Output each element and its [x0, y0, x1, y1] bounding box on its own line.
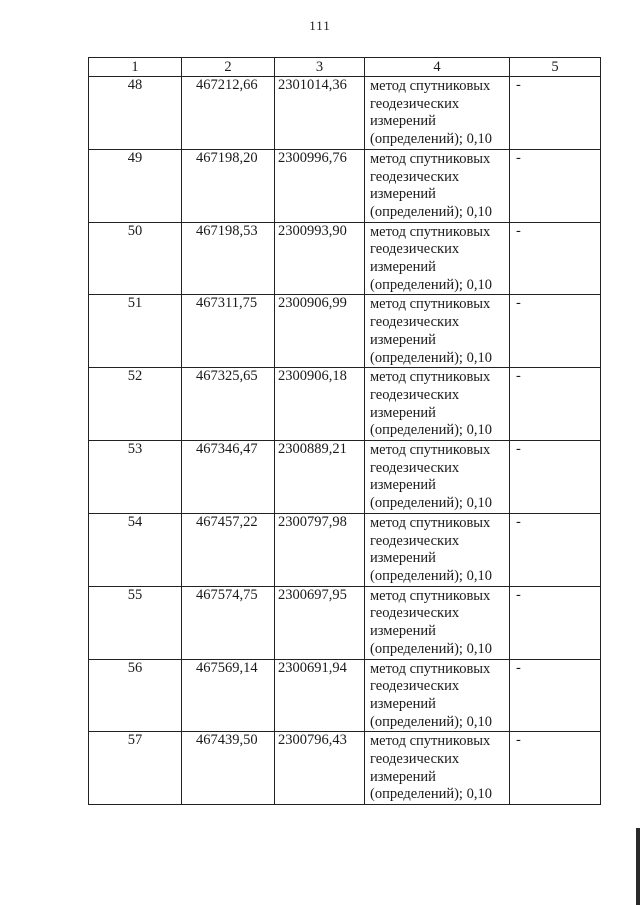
point-number-cell: 57 [89, 732, 182, 805]
point-number-cell: 56 [89, 659, 182, 732]
note-cell: - [510, 586, 601, 659]
method-cell: метод спутниковых геодезических измерений (определений); 0,10 [365, 295, 510, 368]
point-number-cell: 51 [89, 295, 182, 368]
y-coordinate-cell: 2300993,90 [275, 222, 365, 295]
point-number-cell: 54 [89, 513, 182, 586]
method-cell: метод спутниковых геодезических измерений (определений); 0,10 [365, 368, 510, 441]
note-cell: - [510, 732, 601, 805]
method-cell: метод спутниковых геодезических измерений (определений); 0,10 [365, 659, 510, 732]
x-coordinate-cell: 467574,75 [182, 586, 275, 659]
x-coordinate-cell: 467346,47 [182, 441, 275, 514]
point-number-cell: 48 [89, 77, 182, 150]
note-cell: - [510, 441, 601, 514]
point-number-cell: 55 [89, 586, 182, 659]
y-coordinate-cell: 2300996,76 [275, 149, 365, 222]
point-number-cell: 50 [89, 222, 182, 295]
table-row [89, 368, 601, 441]
note-cell: - [510, 77, 601, 150]
table-row [89, 149, 601, 222]
table-row [89, 513, 601, 586]
x-coordinate-cell: 467212,66 [182, 77, 275, 150]
y-coordinate-cell: 2300906,18 [275, 368, 365, 441]
y-coordinate-cell: 2300796,43 [275, 732, 365, 805]
point-number-cell: 53 [89, 441, 182, 514]
table-row [89, 586, 601, 659]
method-cell: метод спутниковых геодезических измерений (определений); 0,10 [365, 222, 510, 295]
note-cell: - [510, 295, 601, 368]
header-col-3: 3 [275, 58, 365, 77]
x-coordinate-cell: 467198,53 [182, 222, 275, 295]
point-number-cell: 49 [89, 149, 182, 222]
x-coordinate-cell: 467198,20 [182, 149, 275, 222]
method-cell: метод спутниковых геодезических измерений (определений); 0,10 [365, 513, 510, 586]
y-coordinate-cell: 2301014,36 [275, 77, 365, 150]
table-row [89, 441, 601, 514]
header-row [89, 58, 601, 77]
y-coordinate-cell: 2300889,21 [275, 441, 365, 514]
method-cell: метод спутниковых геодезических измерений (определений); 0,10 [365, 586, 510, 659]
y-coordinate-cell: 2300697,95 [275, 586, 365, 659]
x-coordinate-cell: 467569,14 [182, 659, 275, 732]
table-row [89, 732, 601, 805]
table-row [89, 659, 601, 732]
x-coordinate-cell: 467311,75 [182, 295, 275, 368]
table-header [89, 58, 601, 77]
y-coordinate-cell: 2300797,98 [275, 513, 365, 586]
header-col-2: 2 [182, 58, 275, 77]
header-col-4: 4 [365, 58, 510, 77]
table-row [89, 222, 601, 295]
page-number: 111 [309, 18, 331, 33]
y-coordinate-cell: 2300691,94 [275, 659, 365, 732]
note-cell: - [510, 222, 601, 295]
method-cell: метод спутниковых геодезических измерений (определений); 0,10 [365, 77, 510, 150]
note-cell: - [510, 149, 601, 222]
method-cell: метод спутниковых геодезических измерений (определений); 0,10 [365, 149, 510, 222]
note-cell: - [510, 513, 601, 586]
method-cell: метод спутниковых геодезических измерений (определений); 0,10 [365, 732, 510, 805]
coordinates-table [88, 57, 601, 805]
table-row [89, 77, 601, 150]
x-coordinate-cell: 467439,50 [182, 732, 275, 805]
header-col-1: 1 [89, 58, 182, 77]
table-row [89, 295, 601, 368]
note-cell: - [510, 659, 601, 732]
x-coordinate-cell: 467457,22 [182, 513, 275, 586]
header-col-5: 5 [510, 58, 601, 77]
x-coordinate-cell: 467325,65 [182, 368, 275, 441]
table-body [89, 77, 601, 805]
y-coordinate-cell: 2300906,99 [275, 295, 365, 368]
note-cell: - [510, 368, 601, 441]
point-number-cell: 52 [89, 368, 182, 441]
method-cell: метод спутниковых геодезических измерений (определений); 0,10 [365, 441, 510, 514]
scan-edge-mark [636, 828, 640, 905]
